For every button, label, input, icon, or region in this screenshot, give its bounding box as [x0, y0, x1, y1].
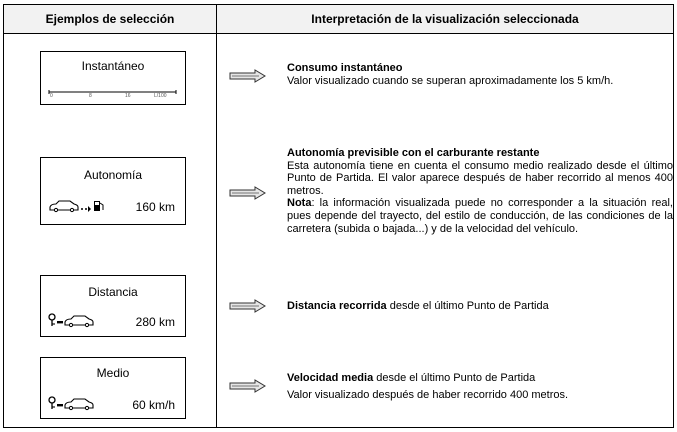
display-title: Autonomía: [83, 168, 143, 182]
desc-line2: Valor visualizado después de haber recorrido 400 metros.: [287, 388, 569, 401]
desc-note: [287, 197, 673, 235]
description-distance: [287, 300, 673, 313]
selection-table: [3, 4, 674, 428]
car-fuel-pump-icon: [48, 198, 108, 214]
scale-tick-8: 8: [89, 93, 92, 99]
display-average: [40, 357, 186, 419]
desc-title: Consumo instantáneo: [287, 62, 403, 74]
arrow-right-icon: [229, 186, 267, 200]
desc-title: Distancia recorrida: [287, 300, 387, 312]
desc-text: Esta autonomía tiene en cuenta el consumo medio realizado desde el último Punto de Partida. El valor aparece después de haber recorrido al menos 400 metros.: [287, 159, 673, 197]
key-car-icon: [48, 395, 104, 411]
scale-tick-0: 0: [50, 93, 53, 99]
arrow-right-icon: [229, 379, 267, 393]
display-value: 280 km: [135, 315, 175, 329]
description-average: [287, 372, 673, 401]
display-value: 60 km/h: [132, 398, 175, 412]
display-title: Medio: [96, 366, 130, 380]
description-range: [287, 147, 673, 235]
column-divider: [216, 5, 217, 427]
display-range: [40, 157, 186, 225]
display-title: Distancia: [88, 285, 138, 299]
display-distance: [40, 275, 186, 337]
arrow-right-icon: [229, 69, 267, 83]
note-text: : la información visualizada puede no corresponder a la situación real, pues depende del trayecto, del estilo de conducción, de las condiciones de la carretera (subida o bajada...) y de la velocidad del vehículo.: [287, 197, 673, 235]
desc-text: Valor visualizado cuando se superan aproximadamente los 5 km/h.: [287, 74, 614, 87]
key-car-icon: [48, 312, 104, 328]
header-selection-examples: Ejemplos de selección: [45, 12, 175, 26]
scale-tick-unit: L/100: [154, 93, 167, 99]
display-instantaneous: [40, 51, 186, 105]
arrow-right-icon: [229, 299, 267, 313]
display-value: 160 km: [135, 200, 175, 214]
note-label: Nota: [287, 197, 312, 210]
desc-text: desde el último Punto de Partida: [386, 300, 549, 312]
desc-text: desde el último Punto de Partida: [373, 372, 536, 384]
description-instantaneous: [287, 62, 673, 87]
desc-title: Autonomía previsible con el carburante restante: [287, 147, 540, 159]
table-header: [4, 5, 673, 34]
scale-tick-16: 16: [125, 93, 131, 99]
display-title: Instantáneo: [81, 59, 145, 73]
desc-title: Velocidad media: [287, 372, 374, 384]
header-interpretation: Interpretación de la visualización seleccionada: [311, 12, 579, 26]
